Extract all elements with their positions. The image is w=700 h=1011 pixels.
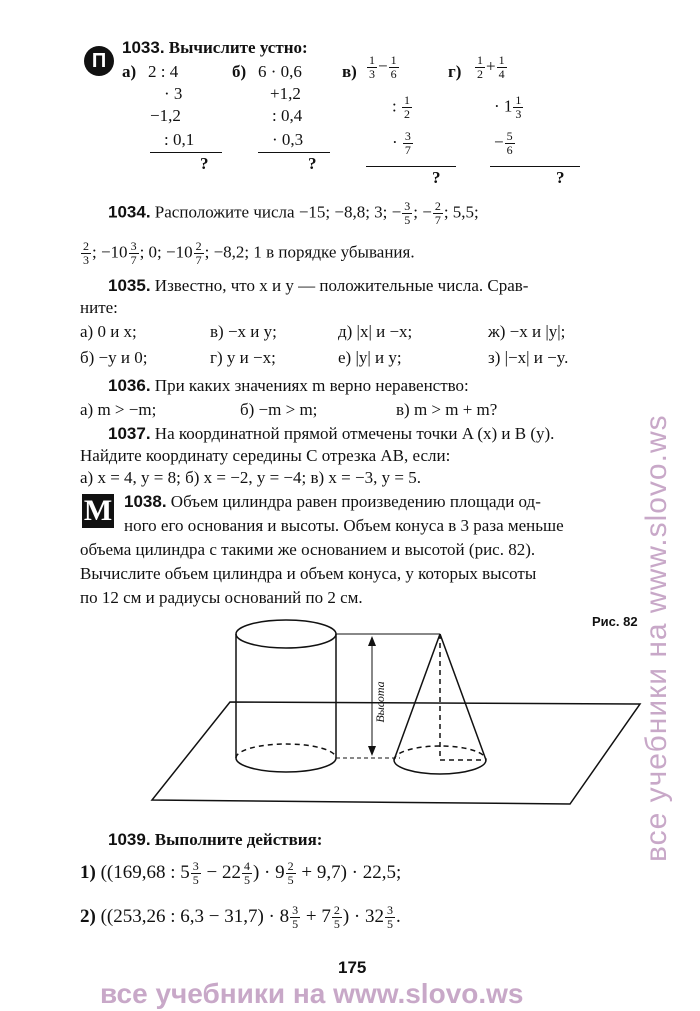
fraction: $\frac{5}{6}$ (506, 129, 513, 157)
watermark-vertical: все учебники на www.slovo.ws (640, 414, 673, 862)
column-v-line: · $\frac{3}{7}$ (392, 129, 411, 157)
page-number: 175 (338, 958, 367, 977)
column-a-line: · 3 (164, 84, 183, 103)
height-label: Высота (373, 681, 387, 723)
problem-1033-heading (122, 38, 308, 58)
cylinder-top (236, 620, 336, 648)
comparison-item: а) 0 и x; (80, 322, 137, 341)
problem-1038-line1: 1038. Объем цилиндра равен произведению площади од- (124, 492, 541, 511)
watermark-bottom: все учебники на www.slovo.ws (100, 978, 524, 1009)
column-g-label: г) (448, 62, 462, 81)
cone-side (440, 634, 486, 760)
comparison-item: в) −x и y; (210, 322, 277, 341)
column-g-line: · 1 $\frac{1}{3}$ (494, 93, 522, 121)
problem-1038-line5: по 12 см и радиусы оснований по 2 см. (80, 588, 363, 607)
problem-1038-line2: ного его основания и высоты. Объем конуса в 3 раза меньше (124, 516, 564, 535)
column-a-rule (150, 152, 222, 153)
column-a-line: −1,2 (150, 106, 181, 125)
fraction: $\frac{3}{7}$ (404, 129, 411, 157)
column-b-line: 6 · 0,6 (258, 62, 302, 81)
fraction: $\frac{1}{4}$ (498, 53, 505, 81)
arrow-head-down (368, 746, 376, 756)
problem-1034-line1: 1034. Расположите числа −15; −8,8; 3; − $\frac{3}{5}$ ; − $\frac{2}{7}$ ; 5,5; (108, 199, 479, 227)
comparison-item: ж) −x и |y|; (488, 322, 566, 341)
cone-side (394, 634, 440, 760)
expression-2: 2) ((253,26 : 6,3 − 31,7) · 8 $\frac{3}{5}$ + 7 $\frac{2}{5}$ ) · 32 $\frac{3}{5}$ . (80, 903, 401, 931)
problem-1036-line1: 1036. При каких значениях m верно неравенство: (108, 376, 469, 395)
problem-1038-line3: объема цилиндра с такими же основанием и высотой (рис. 82). (80, 540, 536, 559)
problem-number: 1033. (122, 38, 165, 57)
problem-1038-line4: Вычислите объем цилиндра и объем конуса, у которых высоты (80, 564, 537, 583)
column-b-line: : 0,4 (272, 106, 303, 125)
fraction: $\frac{3}{7}$ (130, 239, 137, 267)
column-g-first: $\frac{1}{2}$ + $\frac{1}{4}$ (477, 53, 505, 81)
problem-text: Вычислите устно: (168, 38, 308, 57)
arrow-head-up (368, 636, 376, 646)
problem-1035-line1: 1035. Известно, что x и y — положительные числа. Срав- (108, 276, 529, 295)
column-b-line: +1,2 (270, 84, 301, 103)
column-v-line: : $\frac{1}{2}$ (392, 93, 410, 121)
fraction: $\frac{3}{5}$ (387, 903, 394, 931)
fraction: $\frac{1}{2}$ (477, 53, 483, 81)
fraction: $\frac{2}{7}$ (434, 199, 441, 227)
fraction: $\frac{2}{5}$ (287, 859, 294, 887)
fraction: $\frac{4}{5}$ (243, 859, 250, 887)
comparison-item: е) |y| и y; (338, 348, 402, 367)
problem-1037-line2: Найдите координату середины C отрезка AB, если: (80, 446, 451, 465)
fraction: $\frac{1}{6}$ (390, 53, 397, 81)
column-g-line: − $\frac{5}{6}$ (494, 129, 513, 157)
problem-1037-line1: 1037. На координатной прямой отмечены точки A (x) и B (y). (108, 424, 555, 443)
inequality-item: а) m > −m; (80, 400, 157, 419)
column-b-line: · 0,3 (272, 130, 304, 149)
column-v-rule (366, 166, 456, 167)
column-b-rule (258, 152, 330, 153)
cylinder-cone-figure (140, 612, 660, 812)
fraction: $\frac{1}{3}$ (369, 53, 375, 81)
p-badge-icon: П (84, 46, 114, 76)
cone-bottom-front (394, 760, 486, 774)
problem-1035-line2: ните: (80, 298, 118, 317)
column-a-label: а) (122, 62, 137, 81)
figure-caption: Рис. 82 (592, 614, 638, 629)
column-b-label: б) (232, 62, 247, 81)
cylinder-bottom-front (236, 758, 336, 772)
m-badge-icon: М (83, 494, 113, 527)
fraction: $\frac{2}{5}$ (333, 903, 340, 931)
column-a-line: : 0,1 (164, 130, 195, 149)
fraction: $\frac{1}{2}$ (403, 93, 410, 121)
comparison-item: г) y и −x; (210, 348, 276, 367)
problem-1039-heading: 1039. Выполните действия: (108, 830, 323, 849)
fraction: $\frac{2}{3}$ (83, 239, 89, 267)
comparison-item: б) −y и 0; (80, 348, 148, 367)
column-g-rule (490, 166, 580, 167)
fraction: $\frac{1}{3}$ (515, 93, 522, 121)
comparison-item: д) |x| и −x; (338, 322, 413, 341)
column-v-label: в) (342, 62, 357, 81)
column-g-result: ? (556, 168, 565, 187)
column-v-first: $\frac{1}{3}$ − $\frac{1}{6}$ (369, 53, 397, 81)
cylinder-bottom-back (236, 744, 336, 758)
column-b-result: ? (308, 154, 317, 173)
fraction: $\frac{3}{5}$ (404, 199, 411, 227)
fraction: $\frac{3}{5}$ (192, 859, 199, 887)
fraction: $\frac{2}{7}$ (195, 239, 202, 267)
comparison-item: з) |−x| и −y. (488, 348, 569, 367)
inequality-item: б) −m > m; (240, 400, 318, 419)
column-a-line: 2 : 4 (148, 62, 179, 81)
expression-1: 1) ((169,68 : 5 $\frac{3}{5}$ − 22 $\frac{4}{5}$ ) · 9 $\frac{2}{5}$ + 9,7) · 22,5; (80, 859, 402, 887)
column-v-result: ? (432, 168, 441, 187)
problem-1037-line3: а) x = 4, y = 8; б) x = −2, y = −4; в) x = −3, y = 5. (80, 468, 421, 487)
problem-1034-line2: $\frac{2}{3}$ ; −10 $\frac{3}{7}$ ; 0; −10 $\frac{2}{7}$ ; −8,2; 1 в порядке убывания. (83, 239, 415, 267)
fraction: $\frac{3}{5}$ (292, 903, 299, 931)
inequality-item: в) m > m + m? (396, 400, 498, 419)
column-a-result: ? (200, 154, 209, 173)
